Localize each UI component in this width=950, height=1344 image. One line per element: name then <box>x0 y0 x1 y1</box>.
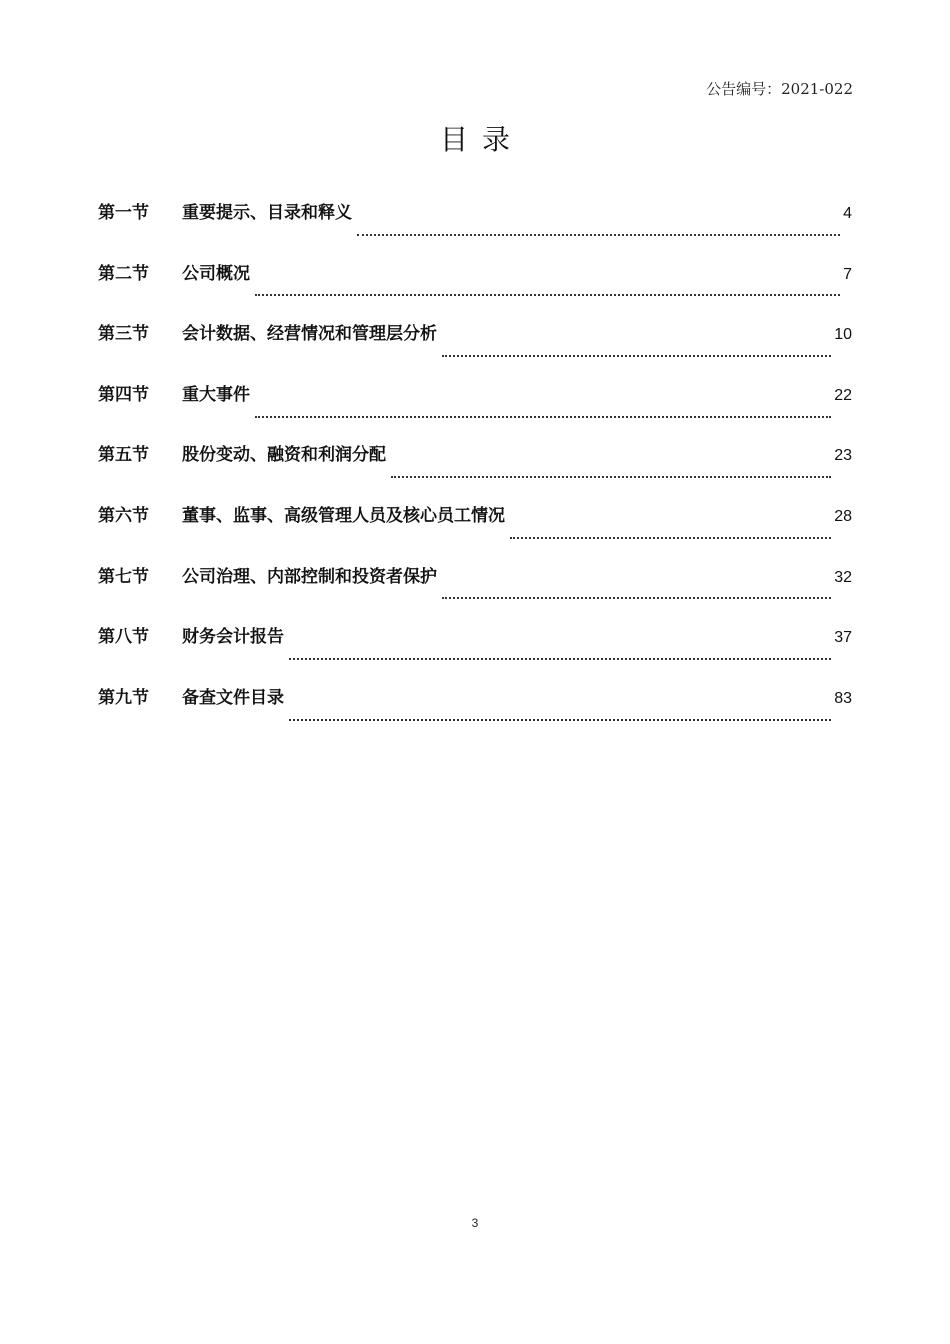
toc-section-label: 第八节 <box>98 627 149 648</box>
toc-page-number: 28 <box>834 507 852 525</box>
toc-section-label: 第四节 <box>98 384 149 405</box>
dot-leader <box>255 293 840 296</box>
toc-entry-9[interactable] <box>98 683 852 744</box>
dot-leader <box>442 354 831 357</box>
dot-leader <box>357 233 840 236</box>
toc-section-label: 第三节 <box>98 324 149 345</box>
toc-entry-title: 重大事件 <box>182 384 250 405</box>
toc-entry-6[interactable] <box>98 501 852 562</box>
toc-section-label: 第二节 <box>98 263 149 284</box>
toc-page-number: 32 <box>834 568 852 586</box>
table-of-contents <box>98 198 852 743</box>
toc-section-label: 第九节 <box>98 687 149 708</box>
page-number: 3 <box>471 1216 479 1230</box>
toc-section-label: 第七节 <box>98 566 149 587</box>
toc-entry-title: 公司概况 <box>182 263 250 284</box>
dot-leader <box>289 718 831 721</box>
announcement-number: 公告编号：2021-022 <box>706 80 853 98</box>
toc-entry-title: 重要提示、目录和释义 <box>182 203 352 223</box>
dot-leader <box>391 475 831 478</box>
toc-entry-title: 公司治理、内部控制和投资者保护 <box>182 566 437 587</box>
toc-page-number: 22 <box>834 386 852 404</box>
dot-leader <box>255 415 831 418</box>
toc-page-number: 4 <box>843 205 852 222</box>
toc-entry-1[interactable] <box>98 198 852 259</box>
toc-entry-title: 备查文件目录 <box>182 687 284 708</box>
toc-page-number: 37 <box>834 629 852 647</box>
toc-entry-2[interactable] <box>98 259 852 320</box>
toc-entry-8[interactable] <box>98 622 852 683</box>
dot-leader <box>442 596 831 599</box>
toc-entry-7[interactable] <box>98 562 852 623</box>
toc-entry-title: 董事、监事、高级管理人员及核心员工情况 <box>182 505 505 526</box>
toc-entry-title: 会计数据、经营情况和管理层分析 <box>182 324 437 345</box>
toc-page-number: 23 <box>834 447 852 465</box>
toc-page-number: 83 <box>834 689 852 707</box>
toc-section-label: 第一节 <box>98 203 149 223</box>
dot-leader <box>510 536 831 539</box>
dot-leader <box>289 657 831 660</box>
toc-entry-title: 财务会计报告 <box>182 627 284 648</box>
toc-section-label: 第六节 <box>98 505 149 526</box>
toc-section-label: 第五节 <box>98 445 149 466</box>
toc-entry-title: 股份变动、融资和利润分配 <box>182 445 386 466</box>
toc-page-number: 7 <box>843 265 852 283</box>
toc-page-number: 10 <box>834 326 852 344</box>
toc-entry-4[interactable] <box>98 380 852 441</box>
toc-entry-5[interactable] <box>98 440 852 501</box>
toc-entry-3[interactable] <box>98 319 852 380</box>
page-title: 目录 <box>439 123 524 156</box>
